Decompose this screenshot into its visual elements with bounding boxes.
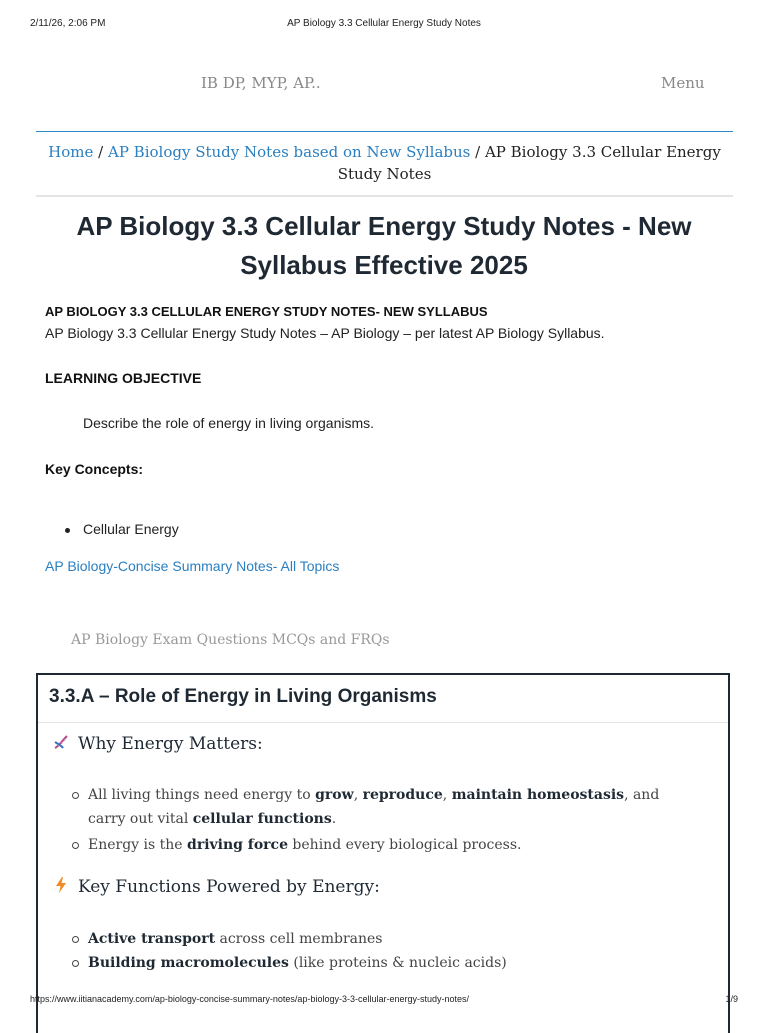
keyword: maintain homeostasis (451, 787, 625, 803)
footer-url: https://www.iitianacademy.com/ap-biology-concise-summary-notes/ap-biology-3-3-cellular-energy-study-notes/ (30, 994, 470, 1004)
print-header (30, 18, 738, 32)
why-energy-heading-text: Why Energy Matters: (78, 734, 263, 754)
concise-summary-link[interactable]: AP Biology-Concise Summary Notes- All Topics (45, 558, 340, 574)
text: , (353, 787, 363, 803)
keyword: Active transport (88, 931, 216, 947)
divider-breadcrumb (36, 195, 733, 197)
keyword: cellular functions (192, 811, 332, 827)
dna-icon (52, 733, 70, 756)
key-functions-heading (52, 876, 380, 899)
menu-button[interactable]: Menu (661, 74, 705, 92)
key-functions-heading-text: Key Functions Powered by Energy: (78, 877, 380, 897)
text: , (442, 787, 452, 803)
why-energy-heading (52, 733, 263, 756)
intro-text: AP Biology 3.3 Cellular Energy Study Notes – AP Biology – per latest AP Biology Syllabus. (45, 325, 605, 341)
section-divider (38, 722, 728, 723)
list-item (72, 833, 692, 857)
page-title: AP Biology 3.3 Cellular Energy Study Notes - New Syllabus Effective 2025 (76, 211, 692, 280)
site-navbar (0, 74, 768, 96)
list-item (72, 951, 692, 975)
print-doc-title: AP Biology 3.3 Cellular Energy Study Notes (287, 18, 481, 29)
list-item: Cellular Energy (63, 521, 179, 537)
breadcrumb-separator: / (93, 143, 108, 161)
text: (like proteins & nucleic acids) (288, 955, 507, 971)
learning-objective-text: Describe the role of energy in living organisms. (83, 415, 375, 431)
keyword: reproduce (362, 787, 443, 803)
breadcrumb-home-link[interactable]: Home (48, 143, 94, 161)
breadcrumb-current: AP Biology 3.3 Cellular Energy Study Notes (337, 143, 721, 183)
why-energy-list (72, 783, 692, 857)
section-card (36, 673, 730, 1033)
key-concepts-heading: Key Concepts: (45, 461, 144, 477)
keyword: driving force (187, 837, 288, 853)
site-name-link[interactable]: IB DP, MYP, AP.. (201, 74, 321, 92)
text: behind every biological process. (287, 837, 522, 853)
text: Energy is the (88, 837, 188, 853)
breadcrumb-separator: / (470, 143, 485, 161)
keyword: Building macromolecules (88, 955, 289, 971)
footer-page-number: 1/9 (725, 994, 738, 1004)
text: . (331, 811, 337, 827)
list-item (72, 927, 692, 951)
lightning-icon (52, 876, 70, 899)
text: , and carry out vital (88, 787, 660, 827)
article-subheading: AP BIOLOGY 3.3 CELLULAR ENERGY STUDY NOTES- NEW SYLLABUS (45, 304, 488, 319)
exam-questions-link[interactable]: AP Biology Exam Questions MCQs and FRQs (71, 632, 390, 648)
keyword: grow (315, 787, 354, 803)
learning-objective-heading: LEARNING OBJECTIVE (45, 370, 202, 386)
text: All living things need energy to (88, 787, 316, 803)
list-item (72, 783, 692, 831)
section-title: 3.3.A – Role of Energy in Living Organisms (49, 686, 437, 707)
print-footer (30, 994, 738, 1004)
key-functions-list (72, 927, 692, 975)
breadcrumb-parent-link[interactable]: AP Biology Study Notes based on New Syllabus (107, 143, 471, 161)
print-date: 2/11/26, 2:06 PM (30, 18, 106, 29)
breadcrumb (36, 141, 733, 185)
divider-top (36, 131, 733, 132)
text: across cell membranes (215, 931, 383, 947)
key-concepts-list (63, 521, 179, 537)
